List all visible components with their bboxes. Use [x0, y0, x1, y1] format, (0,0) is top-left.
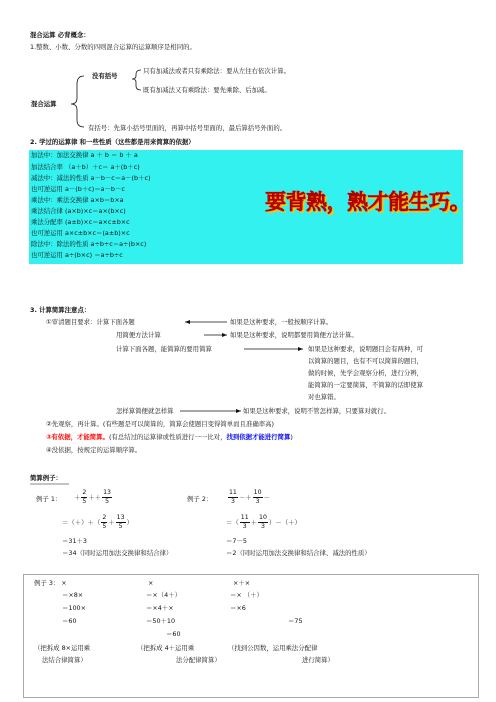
fraction [102, 490, 112, 505]
example3-col2-expr: × [148, 579, 154, 587]
fraction [81, 490, 87, 505]
example3-b-step: ＝50＋10 [146, 617, 176, 625]
mixed-op-label: 混合运算 [31, 100, 57, 108]
examples-title: 简算例子： [30, 474, 62, 482]
example3-note-c: （找到公因数，运用乘法分配律 [228, 644, 318, 652]
example2-step3: ＝2（同时运用加法交换律和结合律、减法的性质） [226, 549, 371, 557]
example2-step2: ＝7－5 [226, 537, 247, 545]
point2-left: 用简便方法计算 [116, 331, 161, 339]
basis-end: ) [290, 433, 293, 441]
rule-row: 减法中：减法的性质 a－b－c＝a－(b＋c) [31, 174, 151, 182]
fraction-part: 3 [230, 498, 235, 506]
section1-title: 混合运算 必背概念： [30, 31, 90, 39]
only-add-or-mul-rule: 只有加减法或者只有乘除法：要从左往右依次计算。 [143, 67, 290, 75]
rule-row: 也可逆运用 a×c±b×c＝(a±b)×c [31, 229, 130, 237]
fraction-part: 2 [81, 490, 87, 498]
fraction-part: 10 [253, 490, 263, 498]
example3-c-step: ＝×6 [230, 604, 246, 612]
fraction [101, 515, 107, 530]
fraction-part: 5 [82, 498, 87, 506]
fraction-part: 11 [228, 490, 238, 498]
point3-right-line: 对也算错。 [308, 393, 340, 401]
point3-right-line: 能简算的一定要简算，不简算的话即使算 [308, 381, 424, 389]
example3-note-a: （把拆成 8×运用乘 [34, 644, 91, 652]
fraction-part: 11 [240, 515, 250, 523]
observe-note: ②先观察，再计算。(有些题是可以简算的，简算会使题目变得简单而且准确率高) [46, 420, 274, 428]
example1-step2: ＝31＋3 [62, 537, 87, 545]
fraction [253, 490, 263, 505]
example2-label: 例子 2： [187, 495, 213, 503]
rule-row: 也可逆运用 a－(b＋c)＝a－b－c [31, 185, 125, 193]
example3-c-step: ＝× （＋） [230, 591, 263, 599]
bracket-rule: 有括号：先算小括号里面的，再算中括号里面的，最后算括号外面的。 [88, 124, 287, 132]
point1-right: 如果是这种要求，一般按顺序计算。 [230, 318, 333, 326]
rule-row: 除法中：除法的性质 a÷b÷c＝a÷(b×c) [31, 240, 147, 248]
fraction-part: 13 [102, 490, 112, 498]
fraction-part: 5 [118, 523, 123, 531]
basis-blue: 找到依据才能进行简算 [226, 433, 291, 441]
rule-row: 加法结合率 （a＋b）＋c＝ a＋(b＋c) [31, 163, 140, 171]
rule-row: 乘法分配率 (a±b)×c＝a×c±b×c [31, 218, 130, 226]
rule-row: 加法中：加法交换律 a ＋ b ＝ b ＋ a [31, 151, 138, 159]
fraction-part: 3 [261, 523, 265, 531]
example3-col3-expr: ×＋× [233, 579, 251, 587]
basis-middle: (有总结过的运算律或性质进行一一比对， [108, 433, 227, 441]
rule-row: 乘法中：乘法交换律 a×b＝b×a [31, 196, 124, 204]
rule-row: 也可逆运用 a÷(b×c) ＝a÷b÷c [31, 251, 123, 259]
point1-left: ①审清题目要求：计算下面各题 [46, 318, 135, 326]
fraction-part: 5 [102, 523, 107, 531]
point4-left: 怎样算简便就怎样算 [116, 407, 174, 415]
point2-right: 如果是这种要求，说明都要用简便方法计算。 [230, 331, 358, 339]
rule-row: 乘法结合律 (a×b)×c＝a×(b×c) [31, 207, 126, 215]
section1-line1: 1.整数、小数、分数的四则混合运算的运算顺序是相同的。 [30, 43, 196, 51]
fraction-part: 3 [242, 523, 247, 531]
example1-step1: ＝（＋）＋（ $\frac{2}{5}$ ＋ $\frac{13}{5}$ ） [62, 514, 133, 531]
example2-step1: ＝（ $\frac{11}{3}$ ＋ $\frac{10}{3}$ ）－（＋） [226, 514, 301, 531]
fraction [116, 515, 126, 530]
no-bracket-label: 没有括号 [92, 72, 118, 80]
example3-label: 例子 3： × [34, 579, 67, 587]
point4-right: 如果是这种要求，说明不管怎样算，只要算对就行。 [243, 407, 390, 415]
example3-a-step: ＝×8× [62, 591, 84, 599]
mixed-priority-rule: 既有加减法又有乘除法：要先乘除、后加减。 [143, 86, 271, 94]
fraction [240, 515, 250, 530]
example1-label: 例子 1： [36, 495, 62, 503]
example3-note-b: （把拆成 4＋运用乘 [137, 644, 195, 652]
example3-note-c2: 进行简算） [302, 656, 334, 664]
basis-note [46, 434, 293, 442]
example1-step3: ＝34（同时运用加法交换律和结合律） [62, 549, 173, 557]
section3-title: 3. 计算简算注意点： [30, 306, 91, 314]
example2-expression: $\frac{11}{3}$ －＋ $\frac{10}{3}$ － [229, 489, 270, 506]
example3-note-b2: 法分配律简算） [176, 656, 221, 664]
example3-b-step: ＝60 [166, 630, 181, 638]
fraction [228, 490, 238, 505]
point3-left: 计算下面各题，能简算的要用简算 [116, 345, 212, 353]
memorize-slogan: 要背熟，熟才能生巧。 [265, 190, 470, 214]
example3-b-step: ＝×（4＋） [146, 591, 181, 599]
no-basis-note: ④没依据，按规定的运算顺序算。 [46, 446, 142, 454]
point3-right-line: 以简算的题目，也有不可以简算的题目， [308, 357, 424, 365]
point3-right-line: 如果是这种要求，说明题目会有两种，可 [308, 345, 424, 353]
basis-highlight: ③有依据，才能简算。 [46, 433, 109, 441]
example3-a-step: ＝60 [62, 617, 77, 625]
fraction-part: 10 [258, 515, 268, 523]
section2-title: 2. 学过的运算律 和一些性质（这些都是用来简算的依据） [30, 138, 195, 146]
example1-expression: ＋ $\frac{2}{5}$ ＋＋ $\frac{13}{5}$ [74, 489, 111, 506]
fraction-part: 5 [105, 498, 110, 506]
fraction-part: 3 [255, 498, 260, 506]
fraction-part: 2 [101, 515, 107, 523]
example3-b-step: ＝×4＋× [146, 604, 174, 612]
fraction-part: 13 [116, 515, 126, 523]
example3-c-step: ＝75 [288, 617, 303, 625]
fraction [258, 515, 268, 530]
point3-right-line: 做的时候，先学会观察分析，进行分辨， [308, 369, 424, 377]
example3-note-a2: 法结合律简算） [42, 656, 87, 664]
example3-a-step: ＝100× [62, 604, 86, 612]
